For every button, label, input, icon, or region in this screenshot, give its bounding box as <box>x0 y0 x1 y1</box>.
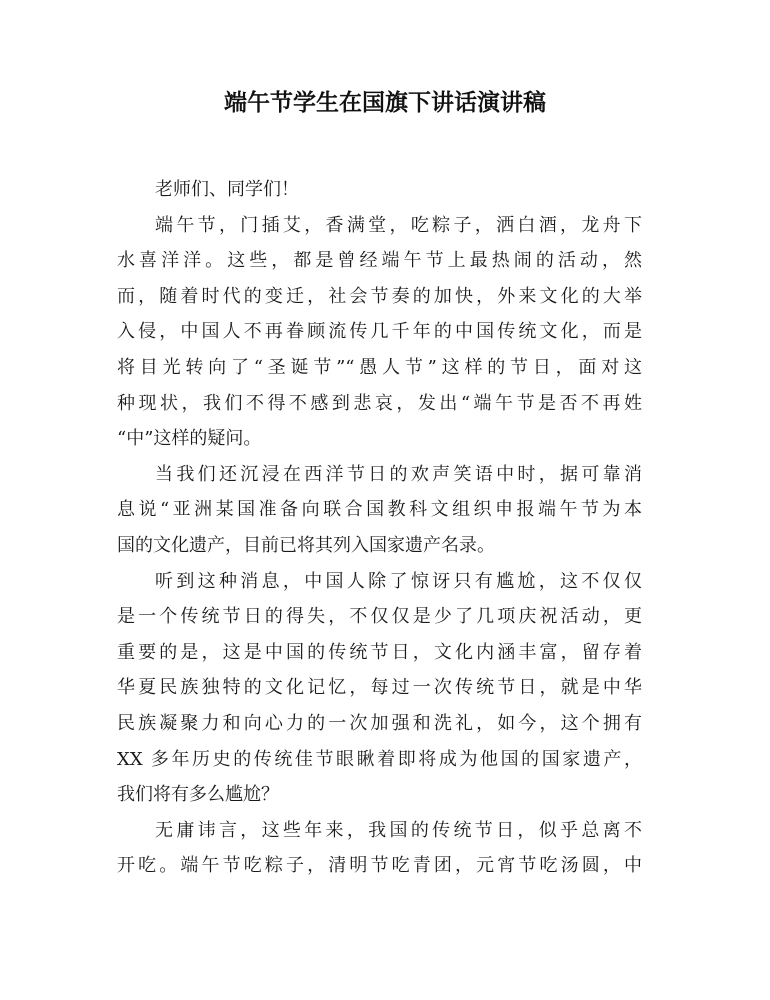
text-line: 民族凝聚力和向心力的一次加强和洗礼，如今，这个拥有 <box>117 712 642 734</box>
text-line: 无庸讳言，这些年来，我国的传统节日，似乎总离不 <box>155 819 642 841</box>
speech-body <box>117 172 642 884</box>
text-line: 而，随着时代的变迁，社会节奏的加快，外来文化的大举 <box>117 285 642 307</box>
text-line: 端午节，门插艾，香满堂，吃粽子，洒白酒，龙舟下 <box>155 214 642 236</box>
text-line: 将目光转向了“圣诞节”“愚人节”这样的节日，面对这 <box>117 356 642 378</box>
page-title: 端午节学生在国旗下讲话演讲稿 <box>224 90 546 116</box>
text-line: 重要的是，这是中国的传统节日，文化内涵丰富，留存着 <box>117 641 642 663</box>
text-line: 国的文化遗产，目前已将其列入国家遗产名录。 <box>117 534 495 556</box>
text-line: 当我们还沉浸在西洋节日的欢声笑语中时，据可靠消 <box>155 463 642 485</box>
text-line: 种现状，我们不得不感到悲哀，发出“端午节是否不再姓 <box>117 392 642 414</box>
text-line: 老师们、同学们！ <box>155 179 299 200</box>
text-line: 息说“亚洲某国准备向联合国教科文组织申报端午节为本 <box>117 499 642 521</box>
text-line: 入侵，中国人不再眷顾流传几千年的中国传统文化，而是 <box>117 321 642 343</box>
text-line: 华夏民族独特的文化记忆，每过一次传统节日，就是中华 <box>117 677 642 699</box>
text-line: 我们将有多么尴尬？ <box>117 784 279 806</box>
text-line: XX 多年历史的传统佳节眼瞅着即将成为他国的国家遗产， <box>117 748 642 770</box>
text-line: 开吃。端午节吃粽子，清明节吃青团，元宵节吃汤圆，中 <box>117 855 642 877</box>
text-line: 听到这种消息，中国人除了惊讶只有尴尬，这不仅仅 <box>155 570 642 592</box>
text-line: 是一个传统节日的得失，不仅仅是少了几项庆祝活动，更 <box>117 606 642 628</box>
text-line: 水喜洋洋。这些，都是曾经端午节上最热闹的活动，然 <box>117 250 642 272</box>
text-line: “中”这样的疑问。 <box>117 428 262 450</box>
